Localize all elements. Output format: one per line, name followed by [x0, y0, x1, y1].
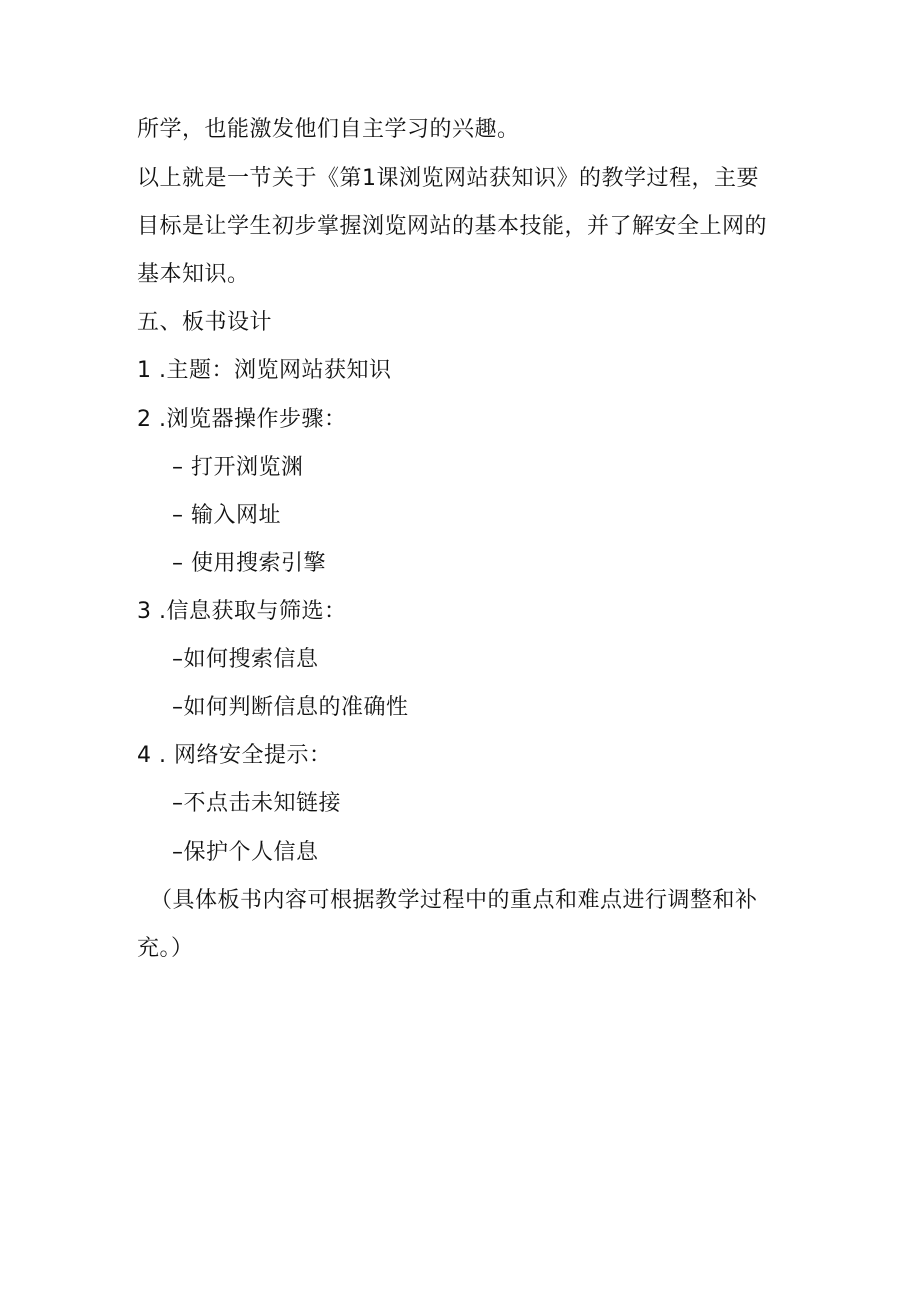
sub-list-item: – 使用搜索引擎 [172, 551, 326, 576]
sub-list-item: –如何搜索信息 [172, 647, 319, 672]
paragraph-line: 以上就是一节关于《第1课浏览网站获知识》的教学过程，主要 [137, 166, 759, 191]
note-line: 充。） [137, 936, 194, 961]
sub-list-item: – 输入网址 [172, 503, 281, 528]
list-item: 4 . 网络安全提示： [137, 743, 332, 768]
paragraph-line: 所学，也能激发他们自主学习的兴趣。 [137, 117, 520, 142]
section-heading: 五、板书设计 [137, 310, 273, 335]
paragraph-line: 基本知识。 [137, 262, 250, 287]
list-item: 2 .浏览器操作步骤： [137, 407, 347, 432]
sub-list-item: – 打开浏览渊 [172, 455, 304, 480]
sub-list-item: –保护个人信息 [172, 840, 319, 865]
list-item: 3 .信息获取与筛选： [137, 599, 347, 624]
sub-list-item: –如何判断信息的准确性 [172, 695, 409, 720]
paragraph-line: 目标是让学生初步掌握浏览网站的基本技能，并了解安全上网的 [137, 214, 768, 239]
note-line: （具体板书内容可根据教学过程中的重点和难点进行调整和补 [150, 888, 758, 913]
list-item: 1 .主题：浏览网站获知识 [137, 358, 392, 383]
sub-list-item: –不点击未知链接 [172, 791, 342, 816]
